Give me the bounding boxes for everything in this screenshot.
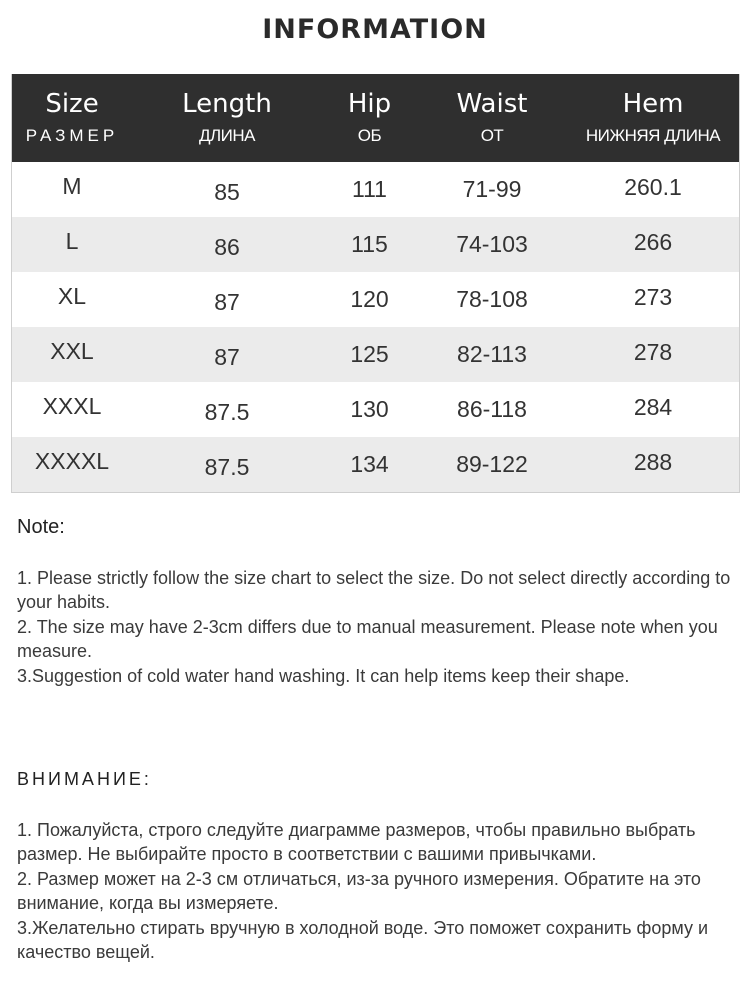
header-hem bbox=[567, 74, 739, 162]
table-row bbox=[12, 272, 739, 327]
note-line: 3.Suggestion of cold water hand washing. It can help items keep their shape. bbox=[17, 665, 630, 686]
waist-cell: 74-103 bbox=[456, 231, 528, 257]
table-row bbox=[12, 382, 739, 437]
note-heading: Note: bbox=[17, 516, 65, 538]
length-cell: 87.5 bbox=[204, 399, 250, 425]
table-row bbox=[12, 437, 739, 492]
size-cell: M bbox=[62, 173, 82, 199]
header-length bbox=[132, 74, 322, 162]
table-header bbox=[12, 74, 739, 162]
size-cell: XXL bbox=[50, 338, 94, 364]
size-cell: XXXXL bbox=[34, 448, 110, 474]
page-title: INFORMATION bbox=[262, 14, 488, 45]
attention-body bbox=[17, 818, 732, 964]
hem-cell: 278 bbox=[633, 339, 673, 365]
waist-cell: 89-122 bbox=[456, 451, 528, 477]
header-sublabel: НИЖНЯЯ ДЛИНА bbox=[585, 126, 721, 145]
note-body bbox=[17, 566, 732, 688]
table-row bbox=[12, 217, 739, 272]
header-label: Hip bbox=[347, 89, 392, 119]
header-sublabel: РАЗМЕР bbox=[25, 126, 119, 145]
table-row bbox=[12, 327, 739, 382]
hem-cell: 288 bbox=[633, 449, 673, 475]
header-size bbox=[12, 74, 132, 162]
attention-line: 1. Пожалуйста, строго следуйте диаграмме размеров, чтобы правильно выбрать размер. Не выбирайте просто в соответствии с вашими привычками. bbox=[17, 820, 696, 865]
size-cell: L bbox=[65, 228, 79, 254]
length-cell: 87 bbox=[214, 344, 240, 370]
length-cell: 85 bbox=[214, 179, 240, 205]
header-hip bbox=[322, 74, 417, 162]
table-body bbox=[12, 162, 739, 492]
size-cell: XXXL bbox=[42, 393, 102, 419]
hem-cell: 260.1 bbox=[624, 174, 682, 200]
size-cell: XL bbox=[57, 283, 87, 309]
hip-cell: 130 bbox=[350, 396, 389, 422]
hip-cell: 120 bbox=[350, 286, 389, 312]
hip-cell: 125 bbox=[350, 341, 389, 367]
header-sublabel: ОТ bbox=[480, 126, 504, 145]
hem-cell: 284 bbox=[633, 394, 673, 420]
length-cell: 86 bbox=[214, 234, 240, 260]
waist-cell: 71-99 bbox=[462, 176, 522, 202]
header-label: Waist bbox=[456, 89, 528, 119]
size-table bbox=[11, 74, 740, 493]
hem-cell: 266 bbox=[633, 229, 673, 255]
length-cell: 87.5 bbox=[204, 454, 250, 480]
waist-cell: 86-118 bbox=[457, 396, 527, 422]
attention-line: 2. Размер может на 2-3 см отличаться, из-за ручного измерения. Обратите на это внимание, когда вы измеряете. bbox=[17, 868, 701, 914]
length-cell: 87 bbox=[214, 289, 240, 315]
note-line: 2. The size may have 2-3cm differs due to manual measurement. Please note when you measure. bbox=[17, 616, 718, 662]
hip-cell: 111 bbox=[352, 176, 387, 202]
table-row bbox=[12, 162, 739, 217]
header-sublabel: ОБ bbox=[357, 126, 382, 145]
waist-cell: 82-113 bbox=[457, 341, 527, 367]
hip-cell: 134 bbox=[350, 451, 389, 477]
attention-line: 3.Желательно стирать вручную в холодной воде. Это поможет сохранить форму и качество вещей. bbox=[17, 917, 709, 963]
header-waist bbox=[417, 74, 567, 162]
waist-cell: 78-108 bbox=[456, 286, 528, 312]
header-label: Length bbox=[182, 89, 272, 119]
note-line: 1. Please strictly follow the size chart to select the size. Do not select directly according to your habits. bbox=[17, 568, 731, 613]
hem-cell: 273 bbox=[633, 284, 673, 310]
hip-cell: 115 bbox=[351, 231, 388, 257]
attention-heading: ВНИМАНИЕ: bbox=[17, 769, 152, 789]
header-label: Hem bbox=[622, 89, 684, 119]
header-sublabel: ДЛИНА bbox=[198, 126, 255, 145]
header-label: Size bbox=[45, 89, 99, 119]
